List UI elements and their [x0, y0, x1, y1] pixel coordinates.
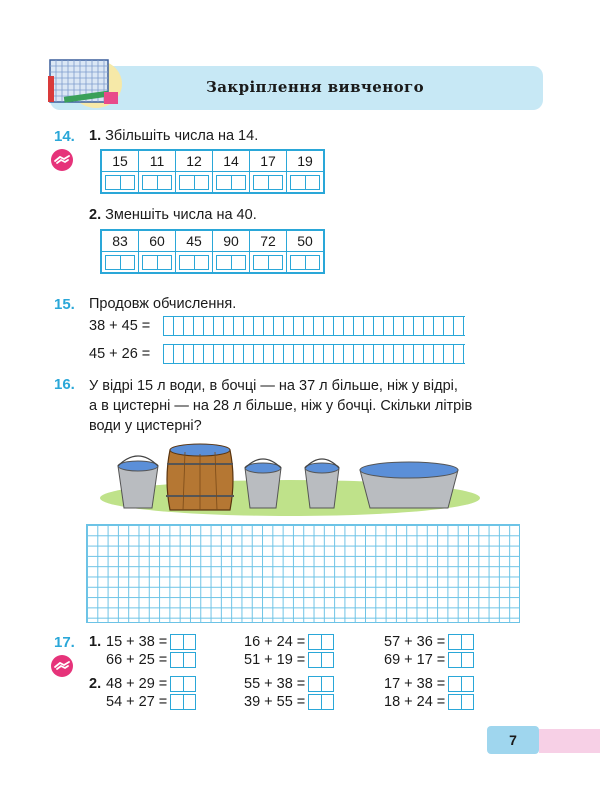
task-14-part2-text: 2. Зменшіть числа на 40. [89, 207, 257, 223]
task-16-number: 16. [54, 376, 75, 393]
pair-work-icon [50, 654, 74, 678]
answer-cell[interactable] [287, 252, 325, 274]
page-number-tab [539, 729, 600, 753]
equation: 39 + 55 = [244, 694, 334, 710]
answer-grid-strip[interactable] [163, 316, 465, 336]
page-number: 7 [487, 726, 539, 754]
table-cell: 60 [139, 230, 176, 252]
table-cell: 83 [101, 230, 139, 252]
table-cell: 50 [287, 230, 325, 252]
equation: 15 + 38 = [106, 634, 196, 650]
answer-cell[interactable] [213, 172, 250, 194]
table-cell: 17 [250, 150, 287, 172]
part-label: 1. [89, 634, 102, 650]
answer-grid[interactable] [86, 524, 520, 623]
table-cell: 45 [176, 230, 213, 252]
answer-cell[interactable] [101, 252, 139, 274]
equation: 18 + 24 = [384, 694, 474, 710]
answer-grid-strip[interactable] [163, 344, 465, 364]
task-15-text: Продовж обчислення. [89, 296, 237, 312]
equation: 57 + 36 = [384, 634, 474, 650]
answer-cell[interactable] [139, 252, 176, 274]
table-cell: 14 [213, 150, 250, 172]
containers-illustration [100, 436, 490, 516]
answer-cell[interactable] [250, 172, 287, 194]
answer-cell[interactable] [250, 252, 287, 274]
task-17-number: 17. [54, 634, 75, 651]
equation: 54 + 27 = [106, 694, 196, 710]
task-15-number: 15. [54, 296, 75, 313]
answer-cell[interactable] [176, 252, 213, 274]
table-cell: 15 [101, 150, 139, 172]
task-14-part1-text: 1. Збільшіть числа на 14. [89, 128, 259, 144]
equation: 51 + 19 = [244, 652, 334, 668]
answer-cell[interactable] [213, 252, 250, 274]
notebook-icon [44, 54, 124, 110]
calc-row-label: 45 + 26 = [89, 346, 151, 362]
bucket-icon [118, 456, 158, 508]
answer-cell[interactable] [287, 172, 325, 194]
table-cell: 12 [176, 150, 213, 172]
bucket-icon [245, 459, 281, 508]
task-14-number: 14. [54, 128, 75, 145]
task-16-text: У відрі 15 л води, в бочці — на 37 л більше, ніж у відрі, а в цистерні — на 28 л більше, ніж у бочці. Скільки літрів води у цистерні? [89, 378, 473, 434]
calc-row-label: 38 + 45 = [89, 318, 151, 334]
equation: 17 + 38 = [384, 676, 474, 692]
answer-cell[interactable] [139, 172, 176, 194]
table-cell: 19 [287, 150, 325, 172]
equation: 16 + 24 = [244, 634, 334, 650]
table-cell: 11 [139, 150, 176, 172]
decrease-table [100, 229, 325, 274]
tub-icon [360, 462, 458, 508]
part-label: 2. [89, 676, 102, 692]
pair-work-icon [50, 148, 74, 172]
barrel-icon [166, 444, 234, 510]
bucket-icon [305, 459, 339, 508]
equation: 55 + 38 = [244, 676, 334, 692]
equation: 66 + 25 = [106, 652, 196, 668]
equation: 48 + 29 = [106, 676, 196, 692]
answer-cell[interactable] [101, 172, 139, 194]
table-cell: 90 [213, 230, 250, 252]
equation: 69 + 17 = [384, 652, 474, 668]
answer-cell[interactable] [176, 172, 213, 194]
page-title: Закріплення вивченого [206, 78, 424, 96]
increase-table [100, 149, 325, 194]
table-cell: 72 [250, 230, 287, 252]
